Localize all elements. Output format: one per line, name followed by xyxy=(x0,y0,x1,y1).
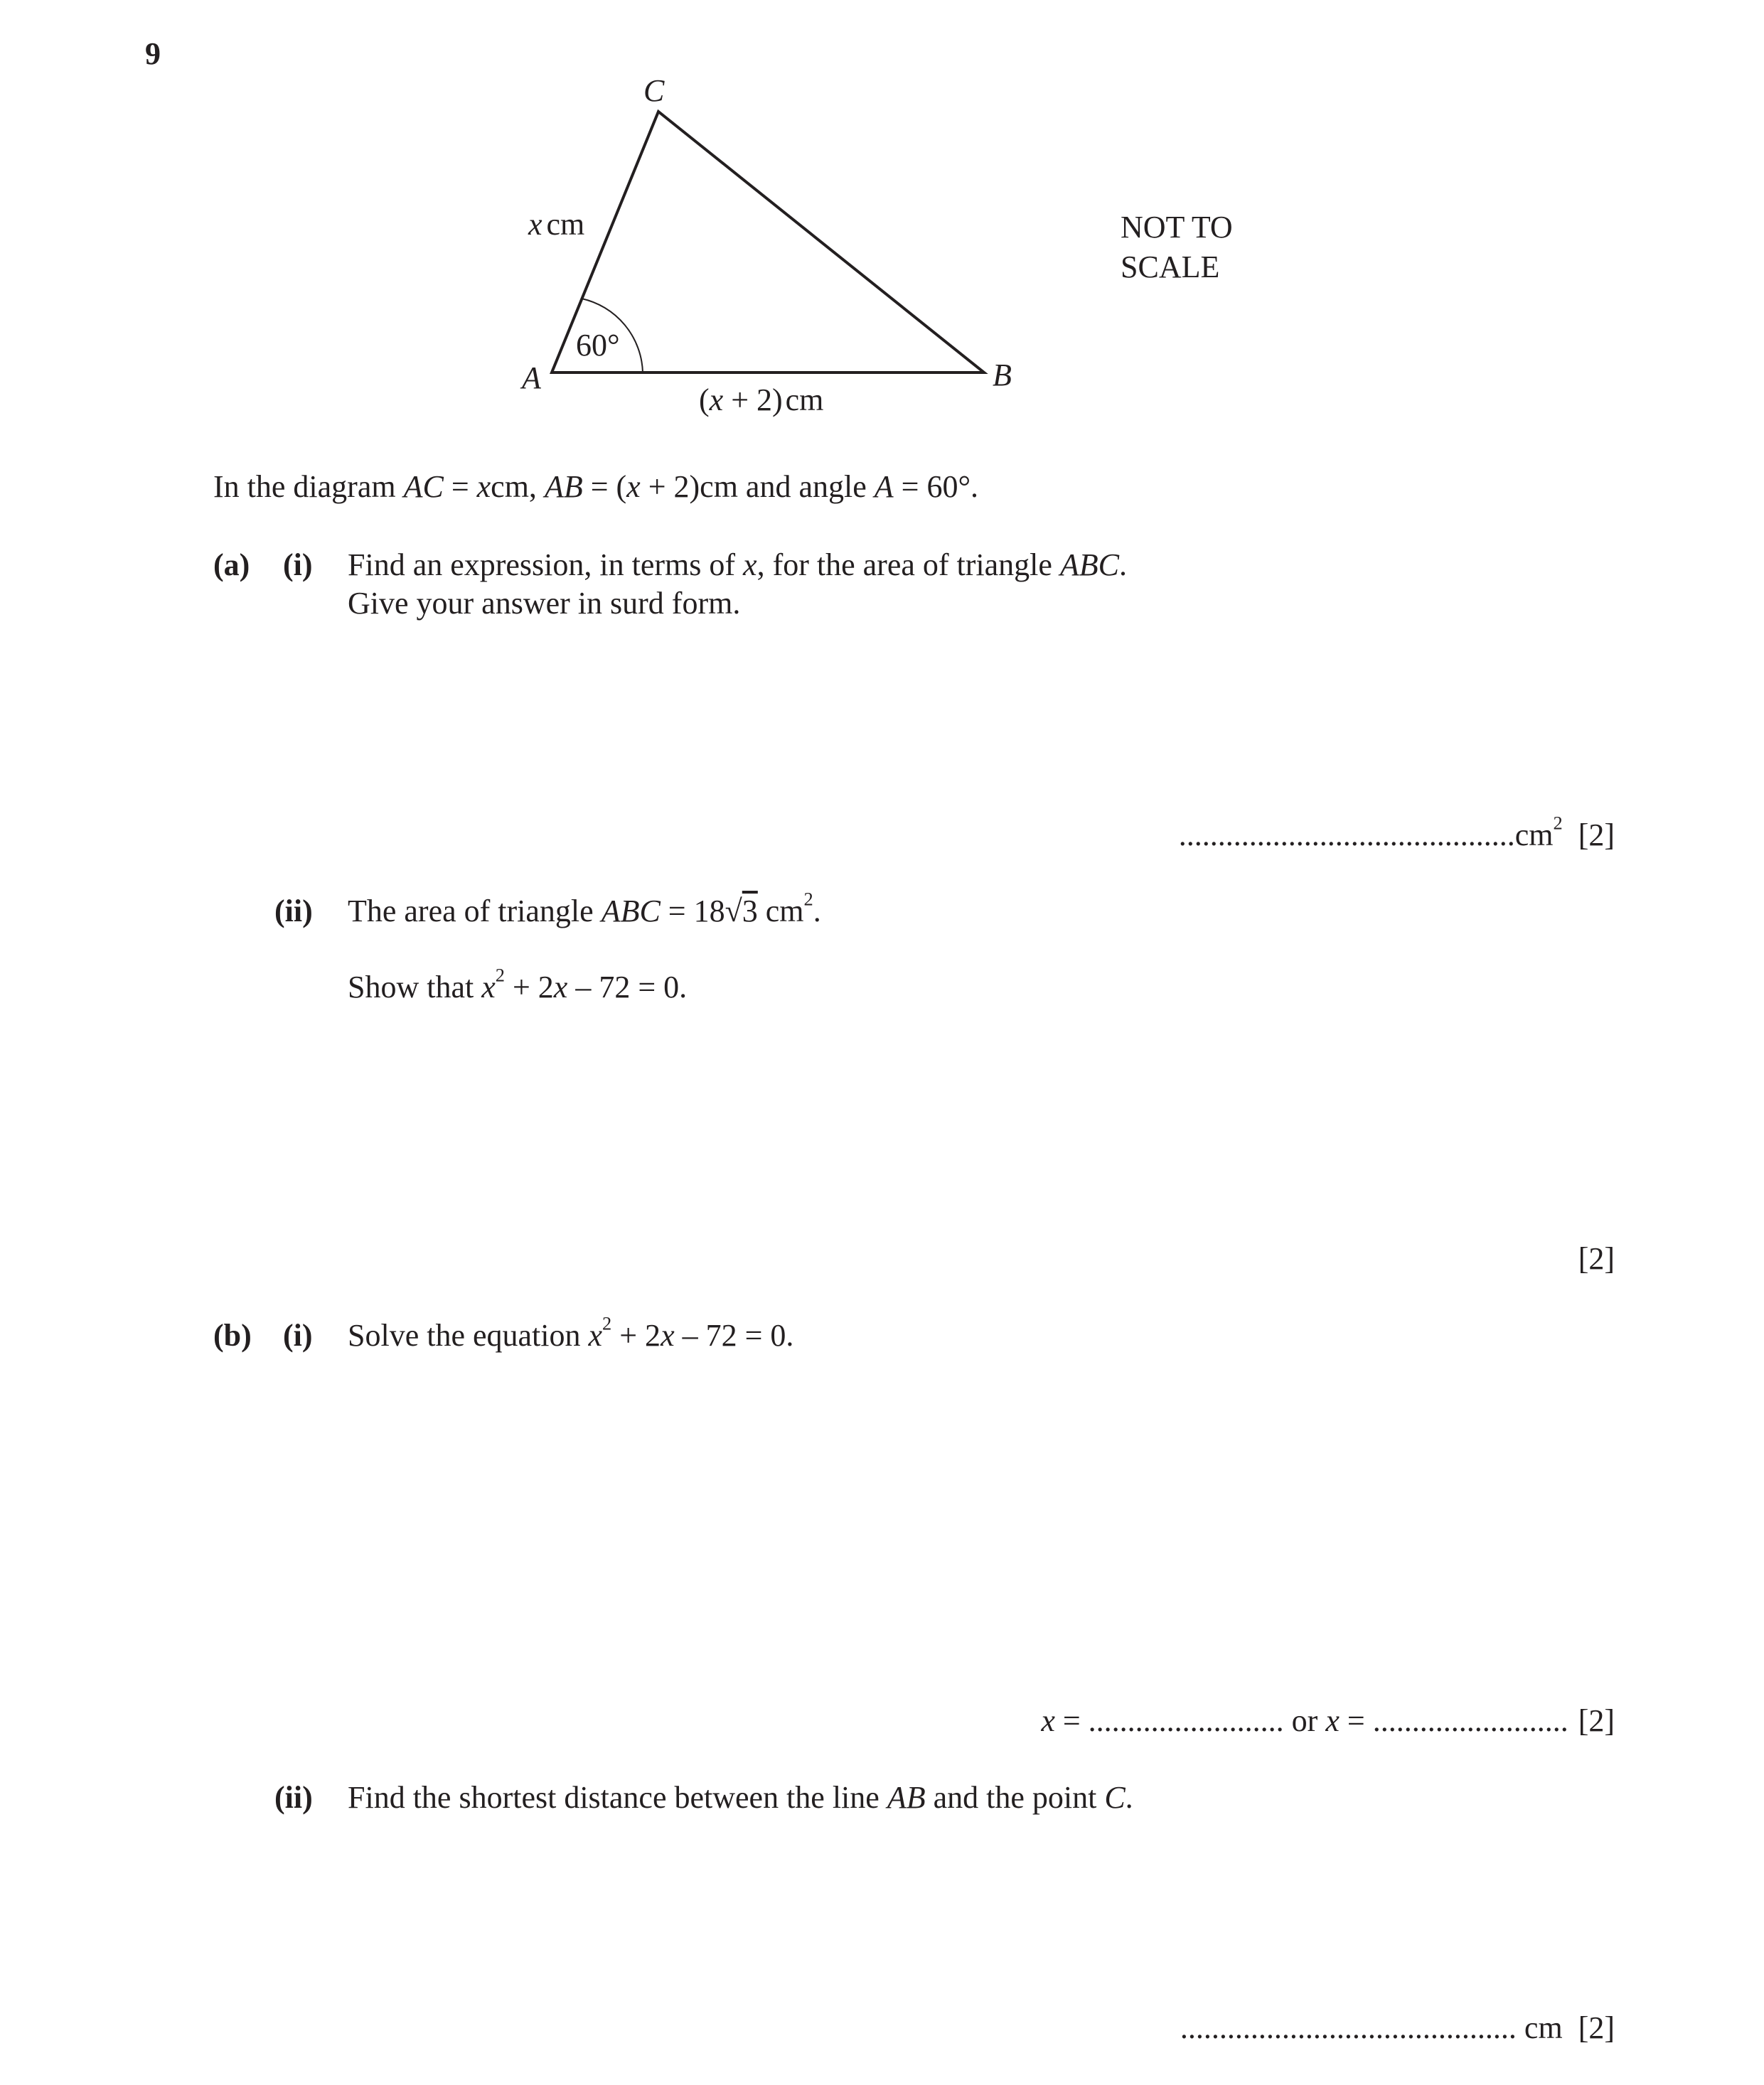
part-b-i-answer-line[interactable]: x = ......................... or x = ......................... [2] xyxy=(1041,1703,1615,1738)
answer-dots-1: ......................... xyxy=(1088,1703,1284,1738)
marks: [2] xyxy=(1578,818,1615,852)
part-b-ii-answer-line[interactable]: ........................................... cm [2] xyxy=(1180,2010,1615,2045)
part-a-i-line2: Give your answer in surd form. xyxy=(348,586,741,621)
part-a-i-answer-line[interactable]: $...........................................cm^2$ [2] xyxy=(1178,812,1615,852)
part-a-ii-line1: The area of triangle ABC = 18√3 $cm^2$. xyxy=(348,888,821,928)
triangle-diagram xyxy=(0,0,1764,441)
intro-text: In the diagram AC = xcm, AB = (x + 2)cm and angle A = 60°. xyxy=(213,469,979,504)
part-a-ii-label: (ii) xyxy=(274,894,313,928)
part-a-ii-marks: [2] xyxy=(1578,1241,1615,1276)
answer-dots-2: ......................... xyxy=(1372,1703,1568,1738)
part-b-ii-line: Find the shortest distance between the line AB and the point C. xyxy=(348,1780,1133,1815)
marks: [2] xyxy=(1578,2010,1615,2045)
part-b-i-label: (i) xyxy=(283,1318,313,1353)
answer-dots: ........................................... xyxy=(1180,2010,1517,2045)
angle-label: 60° xyxy=(576,328,620,363)
part-b-ii-label: (ii) xyxy=(274,1780,313,1815)
answer-dots: ........................................... xyxy=(1178,818,1515,852)
marks: [2] xyxy=(1578,1703,1615,1738)
vertex-b-label: B xyxy=(993,358,1012,392)
side-ac-label: x cm xyxy=(528,207,585,242)
vertex-a-label: A xyxy=(522,360,541,395)
part-a-i-label: (i) xyxy=(283,547,313,582)
part-a-i-line1: Find an expression, in terms of x, for the area of triangle ABC. xyxy=(348,547,1128,582)
part-a-label: (a) xyxy=(213,547,250,582)
part-b-label: (b) xyxy=(213,1318,252,1353)
part-a-ii-line2: Show that $x^2 + 2x - 72 = 0$. xyxy=(348,964,688,1004)
not-to-scale-line2: SCALE xyxy=(1121,250,1220,284)
side-ab-label: (x + 2)cm xyxy=(699,382,824,417)
question-number: 9 xyxy=(145,36,161,71)
not-to-scale-line1: NOT TO xyxy=(1121,210,1233,245)
vertex-c-label: C xyxy=(643,73,665,108)
part-b-i-line: Solve the equation $x^2 + 2x - 72 = 0$. xyxy=(348,1312,794,1353)
